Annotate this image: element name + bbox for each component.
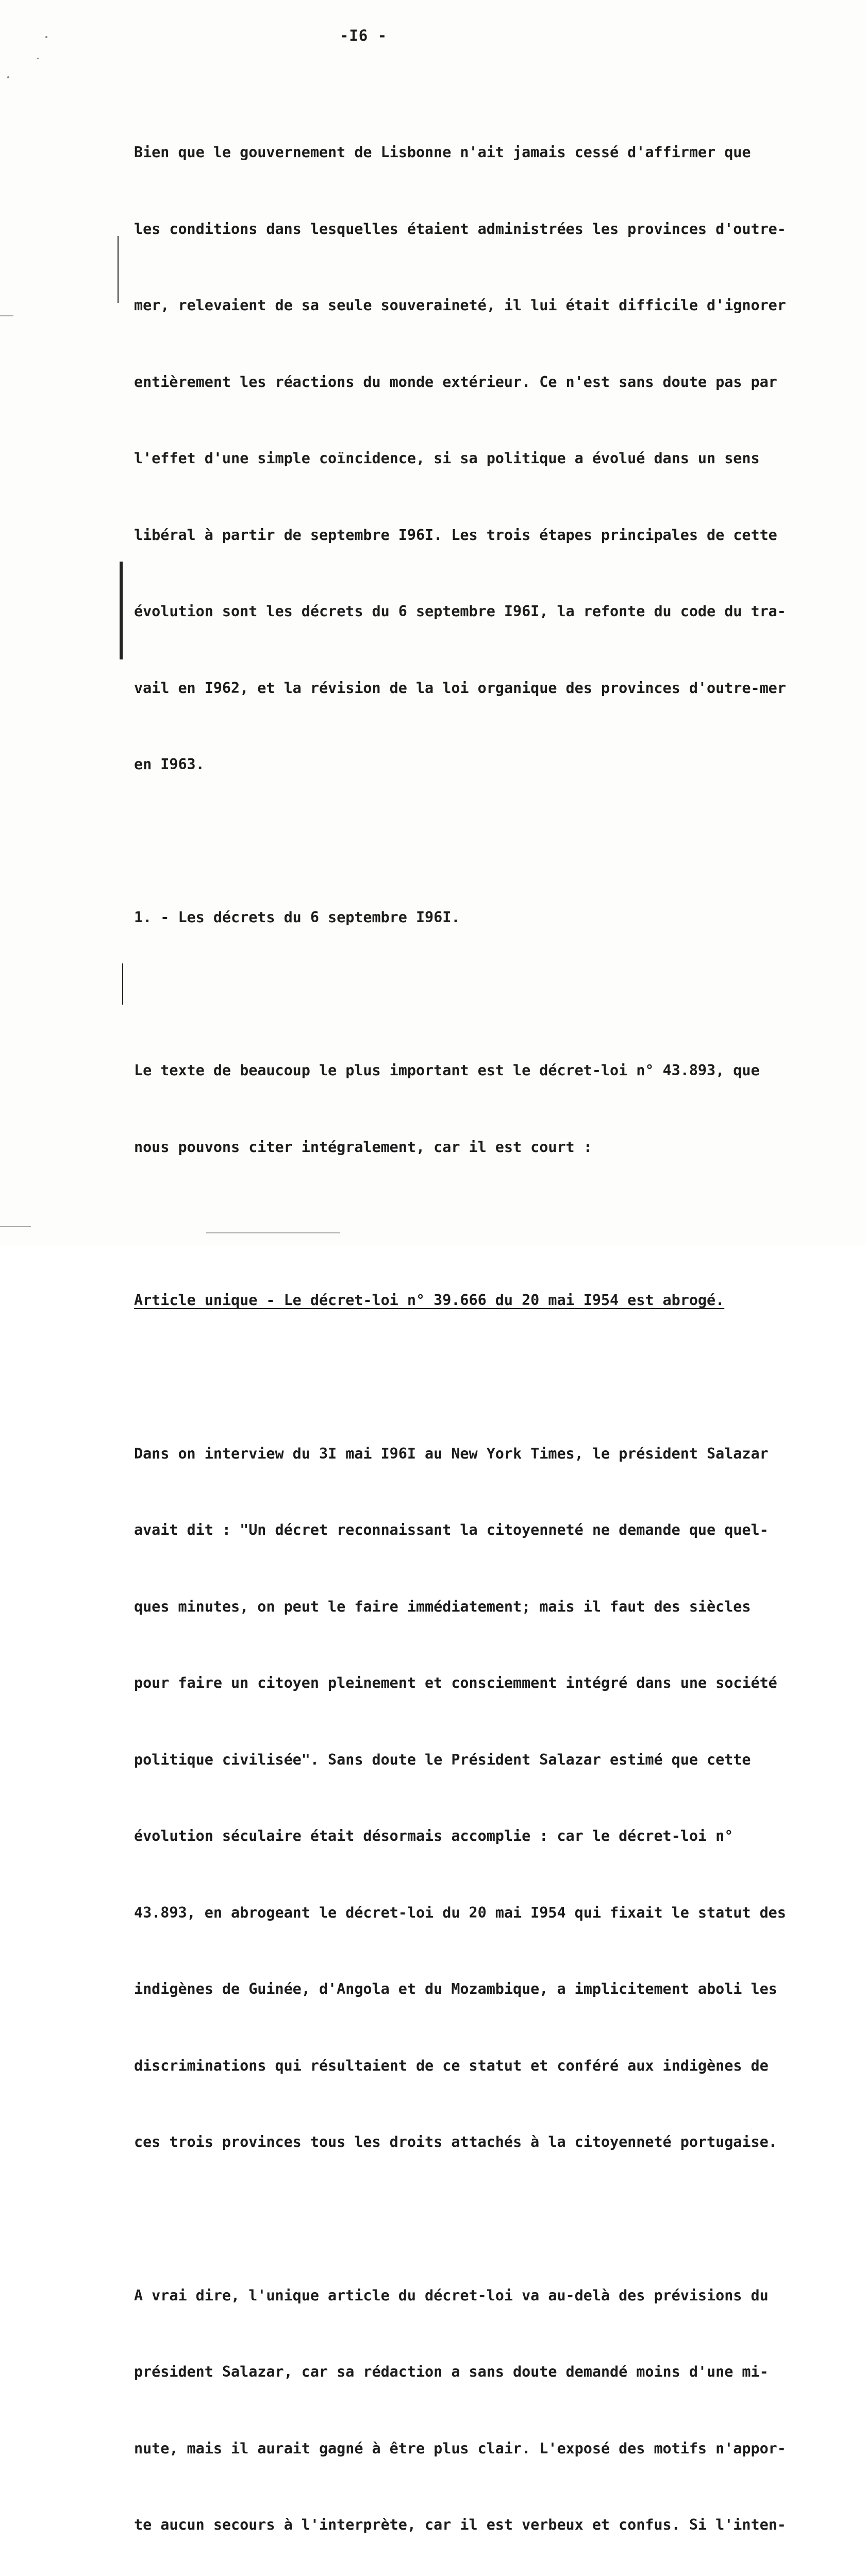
text-line: discriminations qui résultaient de ce statut et conféré aux indigènes de — [134, 2053, 845, 2079]
text-line: te aucun secours à l'interprète, car il est verbeux et confus. Si l'inten- — [134, 2512, 845, 2538]
text-line: indigènes de Guinée, d'Angola et du Mozambique, a implicitement aboli les — [134, 1976, 845, 2002]
paragraph-decree-analysis — [134, 2232, 845, 2576]
margin-bracket-2 — [120, 562, 123, 659]
text-line: entièrement les réactions du monde extérieur. Ce n'est sans doute pas par — [134, 369, 845, 395]
section-title: 1. - Les décrets du 6 septembre I96I. — [134, 905, 845, 930]
scan-speck — [37, 58, 39, 59]
text-line: les conditions dans lesquelles étaient administrées les provinces d'outre- — [134, 216, 845, 242]
margin-bracket-1 — [118, 236, 119, 303]
text-line: en I963. — [134, 752, 845, 777]
text-line: président Salazar, car sa rédaction a sans doute demandé moins d'une mi- — [134, 2359, 845, 2385]
article-quote — [134, 1236, 845, 1364]
text-line: nute, mais il aurait gagné à être plus clair. L'exposé des motifs n'appor- — [134, 2436, 845, 2462]
paragraph-intro — [134, 89, 845, 828]
text-line: mer, relevaient de sa seule souveraineté, il lui était difficile d'ignorer — [134, 293, 845, 318]
text-line: politique civilisée". Sans doute le Président Salazar estimé que cette — [134, 1747, 845, 1773]
text-line: Le texte de beaucoup le plus important est le décret-loi n° 43.893, que — [134, 1058, 845, 1083]
text-line: Bien que le gouvernement de Lisbonne n'ait jamais cessé d'affirmer que — [134, 140, 845, 165]
text-line: avait dit : "Un décret reconnaissant la citoyenneté ne demande que quel- — [134, 1517, 845, 1543]
article-unique-line: Article unique - Le décret-loi n° 39.666 du 20 mai I954 est abrogé. — [134, 1287, 845, 1313]
scan-speck — [45, 36, 47, 38]
text-line: vail en I962, et la révision de la loi organique des provinces d'outre-mer — [134, 675, 845, 701]
text-line: ces trois provinces tous les droits attachés à la citoyenneté portugaise. — [134, 2129, 845, 2155]
paragraph-decree-intro — [134, 1007, 845, 1211]
paragraph-salazar-interview — [134, 1390, 845, 2206]
document-body — [134, 89, 845, 2576]
text-line: évolution sont les décrets du 6 septembre I96I, la refonte du code du tra- — [134, 599, 845, 624]
text-line: évolution séculaire était désormais accomplie : car le décret-loi n° — [134, 1823, 845, 1849]
scan-smudge — [0, 315, 13, 316]
text-line: A vrai dire, l'unique article du décret-loi va au-delà des prévisions du — [134, 2283, 845, 2309]
text-line: ques minutes, on peut le faire immédiatement; mais il faut des siècles — [134, 1594, 845, 1620]
scan-smudge — [0, 1226, 31, 1227]
page-number: -I6 - — [0, 27, 727, 44]
text-line: l'effet d'une simple coïncidence, si sa politique a évolué dans un sens — [134, 446, 845, 471]
text-line: pour faire un citoyen pleinement et consciemment intégré dans une société — [134, 1670, 845, 1696]
text-line: libéral à partir de septembre I96I. Les trois étapes principales de cette — [134, 522, 845, 548]
document-page — [0, 0, 866, 1245]
section-heading — [134, 854, 845, 981]
margin-bracket-3 — [122, 963, 123, 1005]
text-line: nous pouvons citer intégralement, car il est court : — [134, 1134, 845, 1160]
text-line: 43.893, en abrogeant le décret-loi du 20 mai I954 qui fixait le statut des — [134, 1900, 845, 1926]
text-line: Dans on interview du 3I mai I96I au New York Times, le président Salazar — [134, 1441, 845, 1467]
scan-speck — [7, 76, 9, 78]
